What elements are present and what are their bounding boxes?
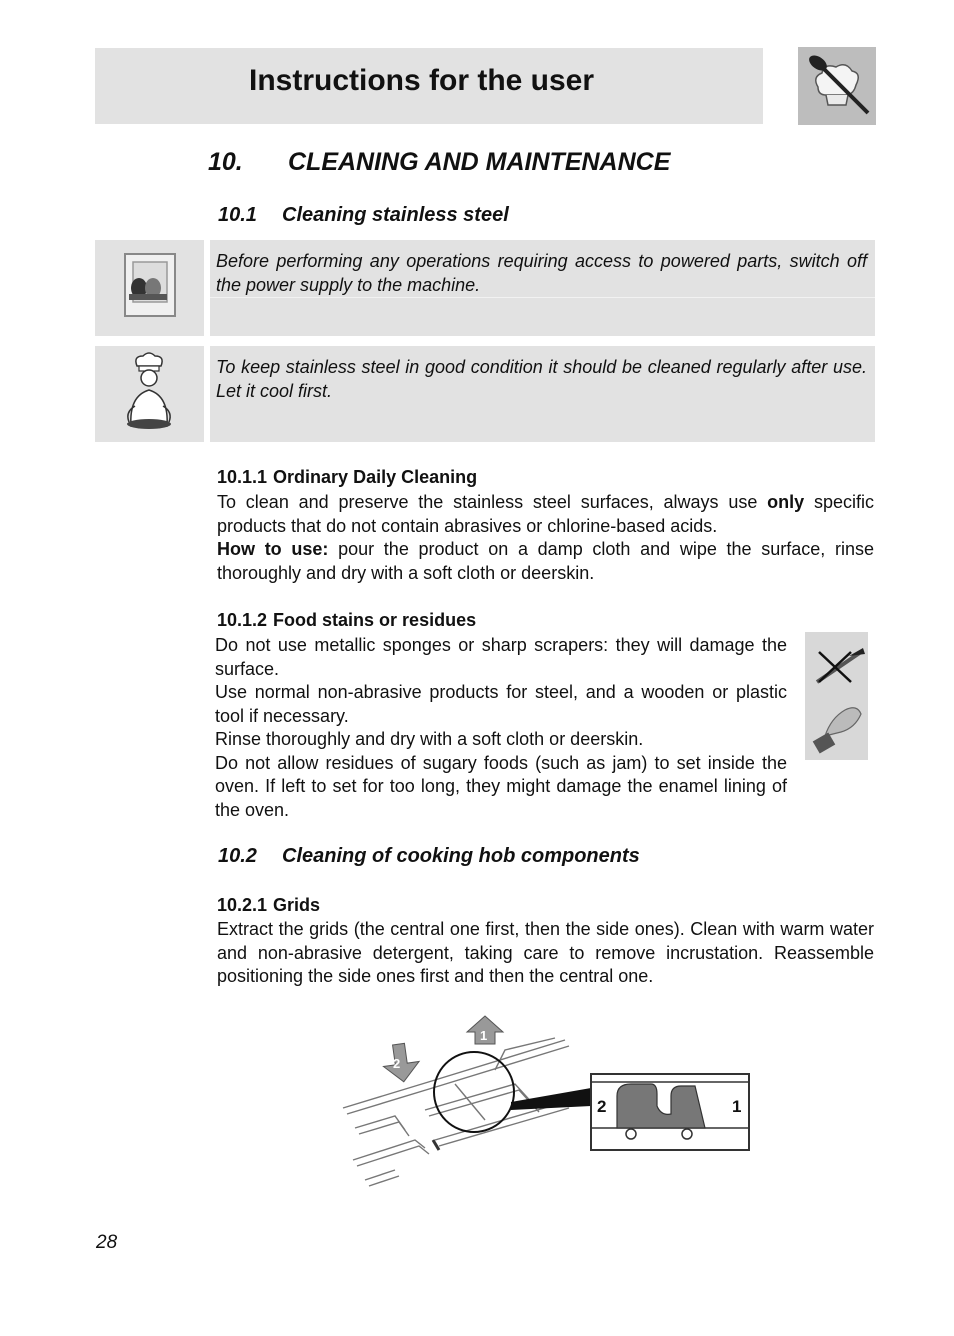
subsection-title: Grids	[273, 895, 321, 915]
power-socket-icon	[95, 240, 204, 336]
note-cleaning-text: To keep stainless steel in good condition it should be cleaned regularly after use. Let it cool first.	[216, 357, 867, 401]
chapter-title-text: CLEANING AND MAINTENANCE	[288, 148, 671, 176]
paragraph: Rinse thoroughly and dry with a soft cloth or deerskin.	[215, 729, 644, 749]
text-run: To clean and preserve the stainless steel surfaces, always use	[217, 492, 768, 512]
section-number: 10.1	[218, 204, 257, 226]
page-number: 28	[96, 1232, 118, 1253]
subsection-number: 10.1.2	[217, 610, 268, 630]
note-icon-cell	[95, 346, 204, 442]
section-10-1-heading	[218, 204, 509, 227]
grids-text	[217, 918, 874, 989]
text-run: pour the product on a damp cloth and wipe the surface, rinse thoroughly and dry with a soft cloth or deerskin.	[217, 539, 875, 583]
divider	[210, 297, 875, 298]
subsection-number: 10.2.1	[217, 895, 268, 915]
chef-icon	[95, 346, 204, 442]
paragraph: Do not use metallic sponges or sharp scrapers: they will damage the surface.	[215, 635, 787, 679]
emphasis: only	[767, 492, 805, 512]
subsection-title: Food stains or residues	[273, 610, 477, 630]
text-run: specific products that do not contain abrasives or chlorine-based acids.	[217, 492, 874, 536]
food-stains-text	[215, 634, 787, 822]
no-scraper-icon	[805, 632, 868, 760]
chapter-title	[208, 148, 670, 177]
note-power-text: Before performing any operations requiring access to powered parts, switch off the power supply to the machine.	[216, 251, 867, 295]
section-10-2-heading	[218, 845, 640, 868]
note-icon-cell	[95, 240, 204, 336]
arrow-2-label: 2	[393, 1056, 401, 1071]
section-number: 10.2	[218, 845, 257, 867]
page-header-title: Instructions for the user	[249, 64, 595, 97]
paragraph: Do not allow residues of sugary foods (such as jam) to set inside the oven. If left to set for too long, they might damage the enamel lining of the oven.	[215, 752, 787, 820]
paragraph: Use normal non-abrasive products for steel, and a wooden or plastic tool if necessary.	[215, 682, 787, 726]
note-box-cleaning	[210, 346, 875, 442]
chef-hat-spoon-icon	[798, 47, 876, 125]
how-to-use-label: How to use:	[217, 539, 329, 559]
paragraph: Extract the grids (the central one first, then the side ones). Clean with warm water and non-abrasive detergent, taking care to remove incrustation. Reassemble positioning the side ones first and then the central one.	[217, 919, 874, 986]
section-title: Cleaning stainless steel	[282, 204, 509, 226]
chapter-number: 10.	[208, 148, 243, 176]
subsection-title: Ordinary Daily Cleaning	[273, 467, 478, 487]
daily-cleaning-text	[217, 491, 874, 585]
subsection-10-1-2-heading	[217, 610, 476, 631]
note-box-power	[210, 240, 875, 336]
arrow-1-label: 1	[480, 1028, 488, 1043]
detail-label-left: 2	[597, 1097, 607, 1116]
grid-removal-diagram	[335, 1010, 755, 1195]
subsection-10-1-1-heading	[217, 467, 477, 488]
subsection-number: 10.1.1	[217, 467, 268, 487]
subsection-10-2-1-heading	[217, 895, 320, 916]
section-title: Cleaning of cooking hob components	[282, 845, 640, 867]
detail-label-right: 1	[732, 1097, 742, 1116]
